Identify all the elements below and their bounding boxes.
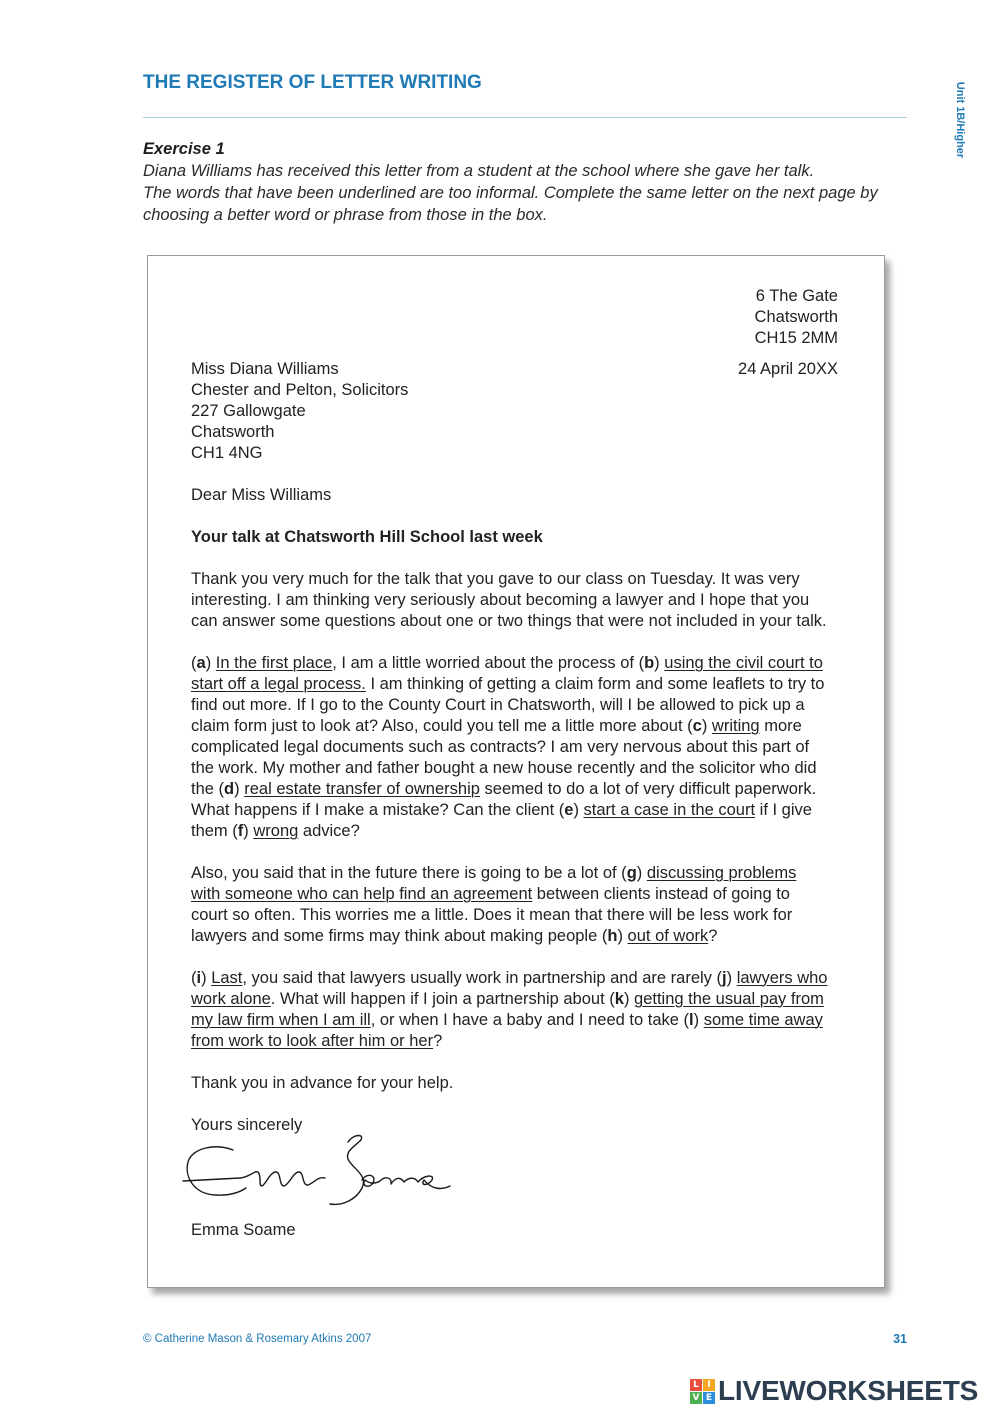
item-letter-label: h [607, 926, 618, 945]
underlined-phrase: using the civil court to [664, 653, 823, 672]
item-letter-label: g [626, 863, 637, 882]
letter-text: ? [433, 1031, 443, 1050]
letter-text: ) [701, 716, 712, 735]
logo-tile: I [703, 1379, 715, 1391]
sender-address-line: CH15 2MM [754, 328, 838, 347]
letter-line [191, 884, 851, 905]
letter-line [191, 674, 851, 695]
letter-line [191, 1031, 851, 1052]
letter-line [191, 653, 851, 674]
signature-stroke [187, 1147, 246, 1195]
letter-text: , or when I have a baby and I need to take ( [370, 1010, 689, 1029]
instruction-line: Diana Williams has received this letter from a student at the school where she gave her talk. [143, 162, 815, 180]
closing-thanks: Thank you in advance for your help. [191, 1073, 454, 1092]
letter-body [191, 359, 851, 1241]
letter-date: 24 April 20XX [738, 359, 838, 378]
page-title: THE REGISTER OF LETTER WRITING [143, 72, 482, 93]
underlined-phrase: start off a legal process. [191, 674, 366, 693]
exercise-instructions [143, 160, 923, 226]
letter-line [191, 926, 851, 947]
letter-text: advice? [298, 821, 360, 840]
letter-line [191, 590, 851, 611]
signature-stroke [362, 1175, 450, 1188]
letter-text: find out more. If I go to the County Court in Chatsworth, will I be allowed to pick up a [191, 695, 805, 714]
logo-tile: L [690, 1379, 702, 1391]
letter-subject: Your talk at Chatsworth Hill School last week [191, 527, 543, 546]
item-letter-label: i [196, 968, 202, 987]
letter-text: ) [617, 926, 628, 945]
letter-line [191, 989, 851, 1010]
underlined-phrase: writing [711, 716, 760, 735]
item-letter-label: j [722, 968, 727, 987]
letter-paragraph [191, 653, 851, 842]
recipient-address-line: 227 Gallowgate [191, 401, 306, 420]
logo-wordmark: LIVEWORKSHEETS [718, 1375, 979, 1406]
letter-line [191, 611, 851, 632]
letter-text: ) [234, 779, 245, 798]
underlined-phrase: out of work [627, 926, 709, 945]
letter-text: seemed to do a lot of very difficult paperwork. [479, 779, 817, 798]
item-letter-label: b [644, 653, 655, 672]
underlined-phrase: wrong [253, 821, 299, 840]
recipient-address-line: CH1 4NG [191, 443, 263, 462]
recipient-address-line: Miss Diana Williams [191, 359, 339, 378]
underlined-phrase: start a case in the court [583, 800, 756, 819]
letter-text: them ( [191, 821, 238, 840]
letter-line [191, 821, 851, 842]
item-letter-label: f [237, 821, 244, 840]
underlined-phrase: lawyers who [736, 968, 828, 987]
signature-stroke [330, 1136, 364, 1205]
item-letter-label: c [692, 716, 702, 735]
letter-text: can answer some questions about one or two things that were not included in your talk. [191, 611, 827, 630]
copyright-notice: © Catherine Mason & Rosemary Atkins 2007 [143, 1333, 372, 1345]
letter-text: ) [636, 863, 647, 882]
liveworksheets-logo[interactable] [690, 1377, 978, 1405]
underlined-phrase: real estate transfer of ownership [244, 779, 480, 798]
item-letter-label: k [614, 989, 624, 1008]
letter-text: , I am a little worried about the process of ( [332, 653, 645, 672]
logo-tile: V [690, 1392, 702, 1404]
letter-line [191, 863, 851, 884]
letter-text: more [759, 716, 802, 735]
letter-text: complicated legal documents such as contracts? I am very nervous about this part of [191, 737, 810, 756]
letter-text: court so often. This worries me a little. Does it mean that there will be less work for [191, 905, 793, 924]
underlined-phrase: Last [211, 968, 243, 987]
letter-text: I am thinking of getting a claim form and some leaflets to try to [365, 674, 825, 693]
page-number: 31 [893, 1332, 907, 1346]
letter-line [191, 779, 851, 800]
underlined-phrase: In the first place [215, 653, 333, 672]
letter-text: if I give [755, 800, 812, 819]
instruction-line: choosing a better word or phrase from those in the box. [143, 206, 548, 224]
letter-line [191, 905, 851, 926]
signature-stroke [183, 1172, 325, 1186]
unit-side-label: Unit 1B/Higher [954, 81, 966, 159]
item-letter-label: d [224, 779, 235, 798]
item-letter-label: l [689, 1010, 694, 1029]
letter-line [191, 758, 851, 779]
instruction-line: The words that have been underlined are too informal. Complete the same letter on the next page by [143, 184, 878, 202]
item-letter-label: a [196, 653, 206, 672]
sign-off: Yours sincerely [191, 1115, 303, 1134]
letter-text: Thank you very much for the talk that you gave to our class on Tuesday. It was very [191, 569, 800, 588]
recipient-address-line: Chester and Pelton, Solicitors [191, 380, 409, 399]
underlined-phrase: work alone [191, 989, 271, 1008]
header-divider [143, 117, 907, 118]
letter-paragraph [191, 863, 851, 947]
recipient-address [191, 359, 851, 464]
letter-line [191, 695, 851, 716]
sender-address-line: Chatsworth [754, 307, 838, 326]
exercise-heading: Exercise 1 [143, 140, 225, 158]
salutation: Dear Miss Williams [191, 485, 332, 504]
letter-text: the ( [191, 779, 225, 798]
letter-line [191, 569, 851, 590]
letter-text: ) [623, 989, 635, 1008]
letter-text: between clients instead of going to [532, 884, 790, 903]
sender-address [600, 286, 838, 349]
logo-tiles-icon [690, 1379, 715, 1404]
letter-text: ) [726, 968, 737, 987]
handwritten-signature [178, 1128, 458, 1210]
letter-text: the work. My mother and father bought a new house recently and the solicitor who did [191, 758, 817, 777]
letter-text: ? [708, 926, 718, 945]
underlined-phrase: discussing problems [646, 863, 797, 882]
letter-line [191, 737, 851, 758]
letter-line [191, 968, 851, 989]
letter-text: ) [205, 653, 216, 672]
underlined-phrase: some time away [703, 1010, 823, 1029]
letter-text: What happens if I make a mistake? Can the client ( [191, 800, 565, 819]
sender-address-line: 6 The Gate [755, 286, 838, 305]
logo-tile: E [703, 1392, 715, 1404]
letter-line [191, 716, 851, 737]
letter-text: ( [191, 968, 197, 987]
underlined-phrase: from work to look after him or her [191, 1031, 434, 1050]
letter-text: . What will happen if I join a partnership about ( [270, 989, 615, 1008]
letter-text: ) [243, 821, 254, 840]
recipient-address-line: Chatsworth [191, 422, 275, 441]
letter-text: claim form just to look at? Also, could you tell me a little more about ( [191, 716, 693, 735]
sender-name: Emma Soame [191, 1220, 296, 1239]
letter-line [191, 1010, 851, 1031]
underlined-phrase: my law firm when I am ill [191, 1010, 371, 1029]
letter-text: , you said that lawyers usually work in partnership and are rarely ( [242, 968, 723, 987]
item-letter-label: e [564, 800, 574, 819]
letter-text: interesting. I am thinking very seriously about becoming a lawyer and I hope that you [191, 590, 810, 609]
letter-text: ) [201, 968, 212, 987]
letter-text: ) [693, 1010, 704, 1029]
letter-text: Also, you said that in the future there is going to be a lot of ( [191, 863, 627, 882]
letter-line [191, 800, 851, 821]
letter-paragraph [191, 968, 851, 1052]
letter-text: ) [654, 653, 665, 672]
letter-text: ) [573, 800, 584, 819]
letter-text: ( [191, 653, 197, 672]
underlined-phrase: getting the usual pay from [634, 989, 824, 1008]
underlined-phrase: with someone who can help find an agreement [191, 884, 533, 903]
letter-paragraph [191, 569, 851, 632]
letter-text: lawyers and some firms may think about making people ( [191, 926, 608, 945]
